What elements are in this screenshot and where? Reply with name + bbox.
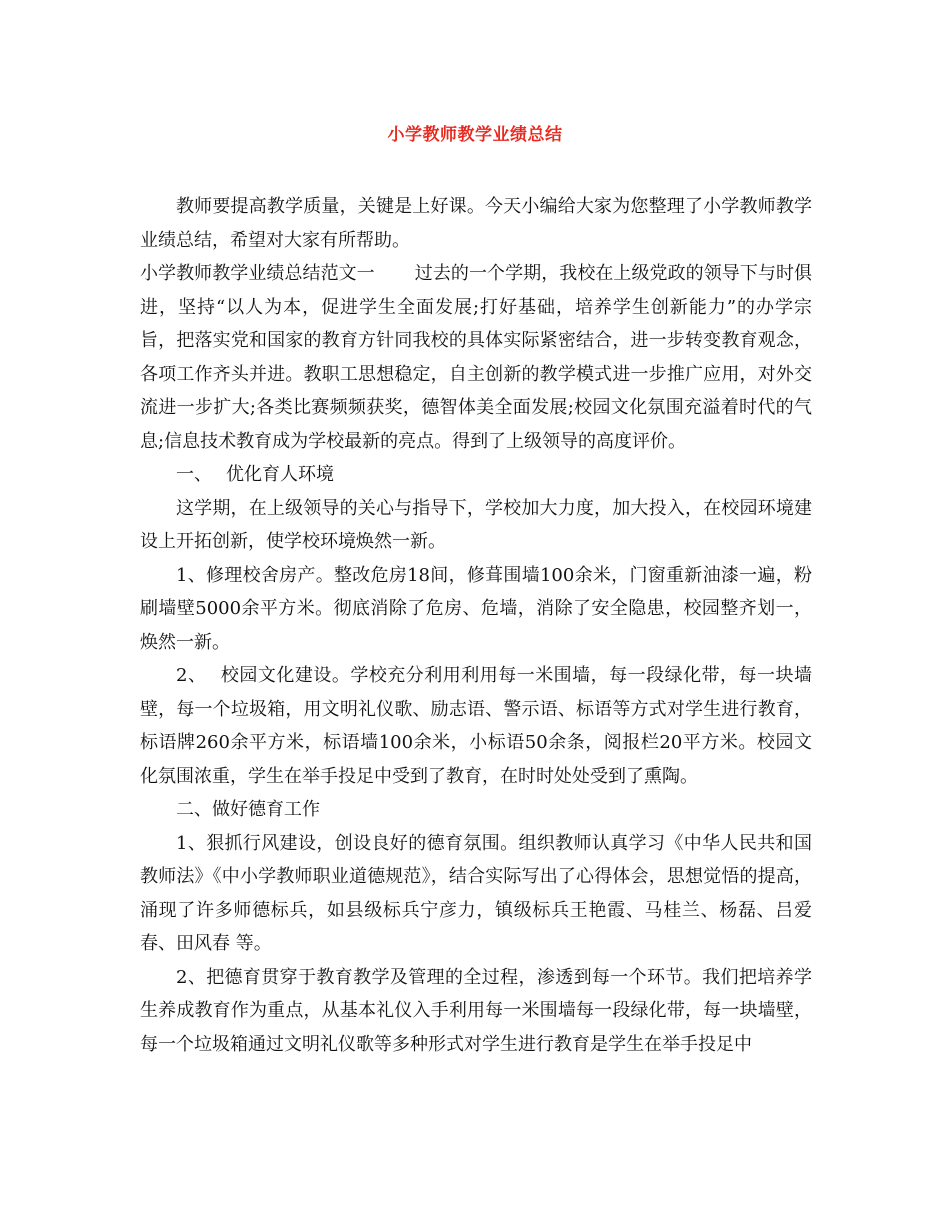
document-title: 小学教师教学业绩总结 xyxy=(387,125,563,145)
document-body xyxy=(140,190,812,1061)
section1-item-1: 1、修理校舍房产。整改危房18间，修葺围墙100余米，门窗重新油漆一遍，粉刷墙壁5000余平方米。彻底消除了危房、危墙，消除了安全隐患，校园整齐划一，焕然一新。 xyxy=(140,564,812,653)
section2-item-2: 2、把德育贯穿于教育教学及管理的全过程，渗透到每一个环节。我们把培养学生养成教育作为重点，从基本礼仪入手利用每一米围墙每一段绿化带，每一块墙壁，每一个垃圾箱通过文明礼仪歌等多种形式对学生进行教育是学生在举手投足中 xyxy=(140,966,812,1055)
section-heading-2: 二、做好德育工作 xyxy=(176,799,320,820)
section2-item-1: 1、狠抓行风建设，创设良好的德育氛围。组织教师认真学习《中华人民共和国教师法》《中小学教师职业道德规范》，结合实际写出了心得体会，思想觉悟的提高，涌现了许多师德标兵，如县级标兵宁彦力，镇级标兵王艳霞、马桂兰、杨磊、吕爱春、田风春 等。 xyxy=(140,832,812,954)
section-number: 一、 xyxy=(176,464,212,485)
sample-paragraph xyxy=(140,257,812,458)
intro-paragraph: 教师要提高教学质量，关键是上好课。今天小编给大家为您整理了小学教师教学业绩总结，希望对大家有所帮助。 xyxy=(140,196,812,251)
sample-heading: 小学教师教学业绩总结范文一 xyxy=(140,263,375,284)
item-number: 2、 xyxy=(176,665,207,686)
sample-body: 过去的一个学期，我校在上级党政的领导下与时俱进，坚持“以人为本，促进学生全面发展;打好基础，培养学生创新能力”的办学宗旨，把落实党和国家的教育方针同我校的具体实际紧密结合，进一步转变教育观念，各项工作齐头并进。教职工思想稳定，自主创新的教学模式进一步推广应用，对外交流进一步扩大;各类比赛频频获奖，德智体美全面发展;校园文化氛围充溢着时代的气息;信息技术教育成为学校最新的亮点。得到了上级领导的高度评价。 xyxy=(140,263,813,452)
item-text: 校园文化建设。学校充分利用利用每一米围墙，每一段绿化带，每一块墙壁，每一个垃圾箱，用文明礼仪歌、励志语、警示语、标语等方式对学生进行教育，标语牌260余平方米，标语墙100余米，小标语50余条，阅报栏20平方米。校园文化氛围浓重，学生在举手投足中受到了教育，在时时处处受到了熏陶。 xyxy=(140,665,813,787)
section-heading-1 xyxy=(140,458,812,492)
section1-intro: 这学期，在上级领导的关心与指导下，学校加大力度，加大投入，在校园环境建设上开拓创新，使学校环境焕然一新。 xyxy=(140,497,812,552)
section1-item-2 xyxy=(140,659,812,793)
section-title: 优化育人环境 xyxy=(226,464,334,485)
